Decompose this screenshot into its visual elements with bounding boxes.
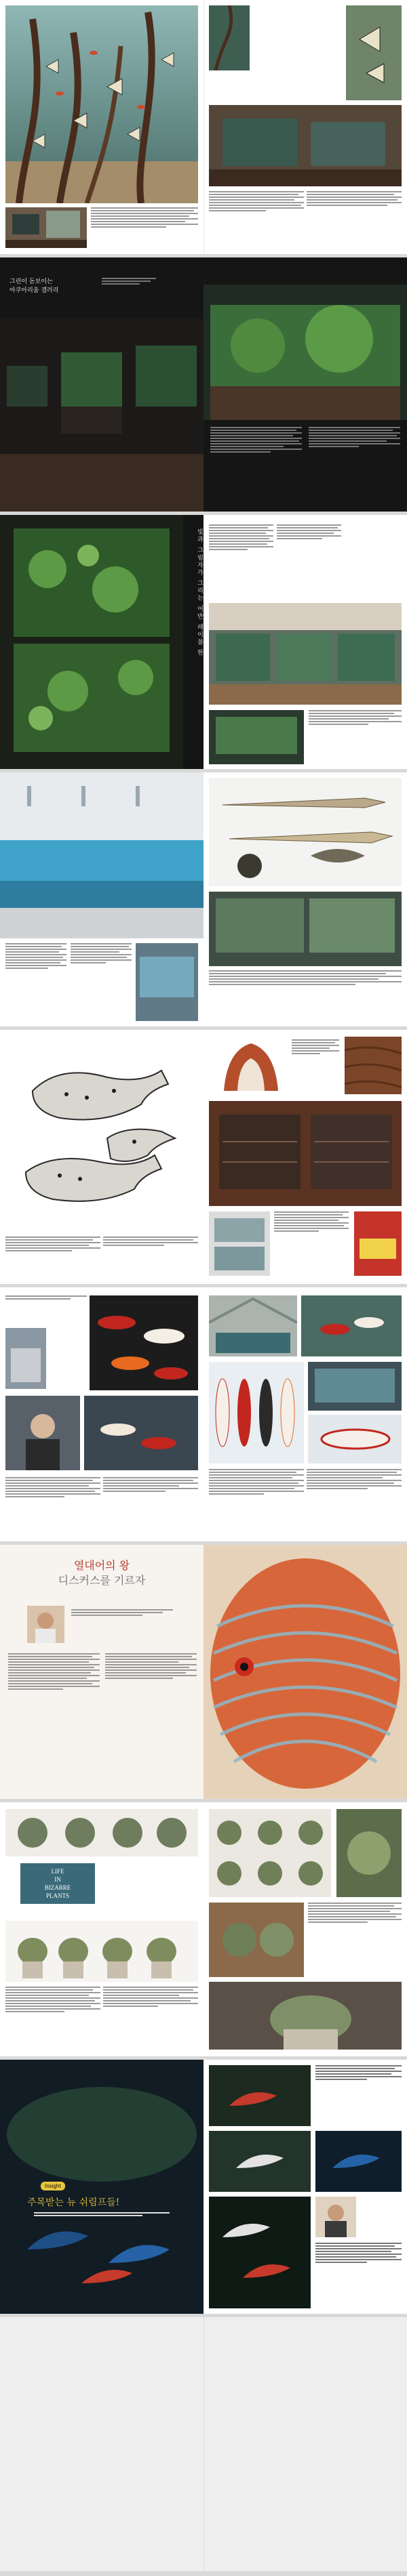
spread-discus [0, 1545, 407, 1799]
page-left [0, 2060, 204, 2314]
text-column [209, 524, 273, 599]
gar-fish-photo [209, 778, 402, 886]
spread-placeholder [0, 2317, 407, 2571]
insight-badge: Insight [41, 2182, 65, 2190]
wood-sculpture-photo [217, 1037, 285, 1094]
text-column [91, 207, 198, 248]
page-left [0, 1287, 204, 1541]
greenhouse-photo [209, 1295, 297, 1356]
author-portrait-photo [27, 1606, 64, 1643]
tank-row-photo [136, 943, 198, 1021]
small-tank-photo [209, 5, 250, 70]
planted-tank-photo [204, 285, 407, 420]
title-line: 그린이 돋보이는 [9, 278, 53, 285]
text-column [5, 1987, 100, 2049]
title-line: 아쿠아리움 갤러리 [9, 287, 59, 294]
book-cover-photo [354, 1211, 402, 1276]
shrimp-photo [0, 2060, 204, 2314]
text-column [315, 2243, 402, 2307]
text-column [308, 1903, 402, 1977]
blue-tank-room-photo [0, 772, 204, 938]
text-column [210, 427, 302, 501]
text-column [309, 710, 402, 764]
page-left [0, 1030, 204, 1284]
fish-closeup-photo [346, 5, 402, 100]
page-left [0, 1545, 204, 1799]
spread-shrimp [0, 2060, 407, 2314]
intro-text [34, 2212, 170, 2232]
text-column [103, 1987, 198, 2049]
tank-shrimp-photo [209, 2131, 311, 2192]
spread-koi [0, 1287, 407, 1541]
page-left [0, 257, 204, 512]
title-line: BIZARRE [44, 1884, 71, 1891]
spread-aquarium-fish [0, 0, 407, 254]
page-left [0, 772, 204, 1026]
article-title [27, 1558, 176, 1588]
mixed-shrimp-photo [209, 2197, 311, 2308]
shelf-room-photo [209, 603, 402, 705]
indoor-tank-photo [308, 1362, 402, 1411]
pleco-photo [5, 1043, 198, 1233]
page-left [0, 0, 204, 254]
plant-wall-photo [0, 515, 183, 769]
tank-rack-photo [209, 1211, 270, 1276]
koi-lineup-photo [209, 1362, 304, 1463]
article-title [9, 278, 58, 295]
wood-grain-photo [345, 1037, 402, 1094]
spread-plant-wall [0, 515, 407, 769]
text-column [307, 1469, 402, 1533]
koi-tank-photo [84, 1396, 198, 1470]
text-column [5, 1477, 100, 1535]
koi-close-photo [308, 1415, 402, 1463]
title-line: IN [54, 1876, 61, 1883]
page-left [0, 515, 204, 769]
spread-pleco [0, 1030, 407, 1284]
life-in-bizarre-plants-title [20, 1863, 95, 1904]
discus-fish-photo [204, 1545, 407, 1799]
page-right [204, 1030, 407, 1284]
text-column [209, 191, 304, 245]
shrimp-headline: 주목받는 뉴 쉬림프들! [27, 2197, 120, 2208]
spread-dark-gallery [0, 257, 407, 512]
intro-text [71, 1609, 173, 1636]
page-right [204, 257, 407, 512]
tank-display-photo [209, 892, 402, 966]
room-photo [5, 207, 87, 248]
vertical-article-title: 빛과 그림자가 그리는 어반 레이블 한 [196, 528, 203, 657]
tank-detail-photo [209, 710, 304, 764]
text-column [8, 1653, 100, 1792]
page-right [204, 1545, 407, 1799]
page-right [204, 2060, 407, 2314]
text-column [103, 1477, 198, 1535]
text-column [307, 191, 402, 245]
text-column [309, 427, 400, 501]
brown-tank-photo [209, 1101, 402, 1206]
page-right [204, 1287, 407, 1541]
title-line: PLANTS [45, 1892, 69, 1899]
text-column [209, 1469, 304, 1533]
koi-person-photo [5, 1396, 80, 1470]
text-column [71, 943, 132, 1021]
page-left [0, 1802, 204, 2056]
title-line: LIFE [51, 1868, 64, 1875]
title-line: 열대어의 왕 [73, 1559, 130, 1572]
spread-blue-tanks [0, 772, 407, 1026]
succulent-pots-photo [5, 1809, 198, 1856]
pot-display-photo [209, 1982, 402, 2050]
page-right [204, 772, 407, 1026]
cactus-row-photo [5, 1921, 198, 1982]
text-column [277, 524, 341, 599]
text-column [5, 943, 66, 1021]
koi-pond-photo [90, 1295, 198, 1390]
text-column [292, 1039, 339, 1087]
page-right [204, 0, 407, 254]
farm-building-photo [5, 1328, 46, 1389]
plant-tray-photo [209, 1903, 304, 1977]
text-column [5, 1237, 100, 1279]
text-column [103, 1237, 198, 1279]
text-column [315, 2065, 402, 2126]
cactus-grid-photo [209, 1809, 331, 1897]
wide-room-photo [209, 105, 402, 186]
author-photo [315, 2197, 356, 2237]
page-right [204, 1802, 407, 2056]
intro-text [102, 278, 156, 298]
aquarium-fish-photo [5, 5, 198, 203]
text-column [274, 1211, 349, 1276]
blue-shrimp-photo [315, 2131, 402, 2192]
spread-bizarre-plants [0, 1802, 407, 2056]
text-column [209, 970, 402, 1018]
pond-photo [301, 1295, 402, 1356]
succulent-close-photo [336, 1809, 402, 1897]
intro-text [5, 1295, 87, 1323]
text-column [105, 1653, 197, 1792]
page-right [204, 515, 407, 769]
title-line: 디스커스를 기르자 [58, 1574, 146, 1587]
gallery-room-photo [0, 318, 204, 512]
red-shrimp-photo [209, 2065, 311, 2126]
